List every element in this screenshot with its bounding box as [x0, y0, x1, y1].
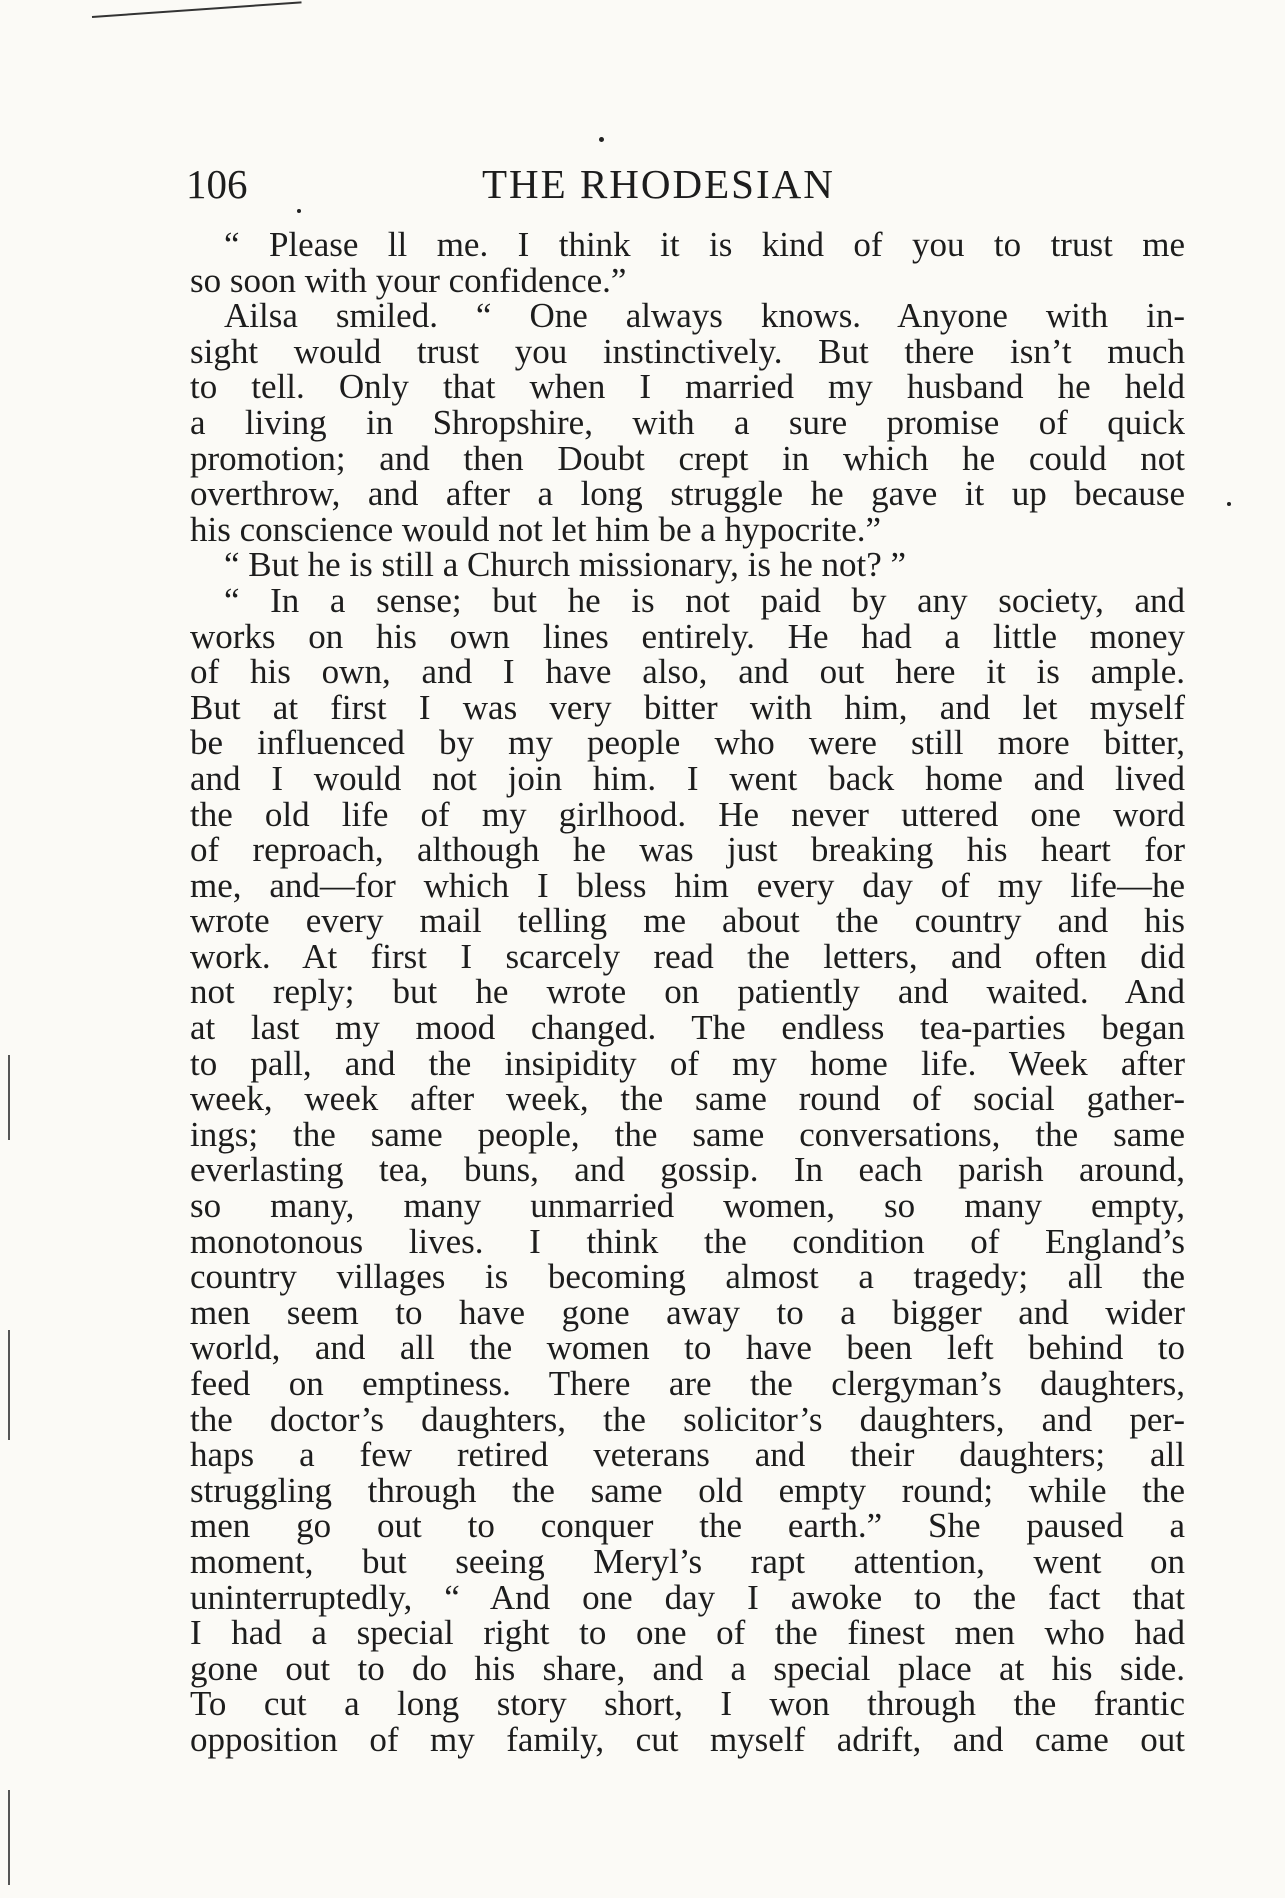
text-line: ings; the same people, the same conversations, the same — [190, 1114, 1185, 1154]
scan-artifact-line — [92, 1, 302, 18]
scan-artifact-edge — [8, 1790, 10, 1885]
text-line: of reproach, although he was just breaking his heart for — [190, 830, 1185, 870]
scan-artifact-edge — [8, 1330, 10, 1440]
text-line: men go out to conquer the earth.” She paused a — [190, 1506, 1185, 1546]
text-line: so many, many unmarried women, so many empty, — [190, 1186, 1185, 1226]
scan-artifact-edge — [8, 1055, 10, 1140]
text-line: at last my mood changed. The endless tea-parties began — [190, 1008, 1185, 1048]
text-line: But at first I was very bitter with him, and let myself — [190, 687, 1185, 727]
text-line: Ailsa smiled. “ One always knows. Anyone with in- — [224, 296, 1185, 336]
text-line: “ In a sense; but he is not paid by any society, and — [224, 580, 1185, 620]
page-number: 106 — [186, 161, 248, 207]
text-line: the doctor’s daughters, the solicitor’s daughters, and per- — [190, 1399, 1185, 1439]
text-line: men seem to have gone away to a bigger and wider — [190, 1292, 1185, 1332]
page-header — [186, 160, 1186, 216]
text-line: everlasting tea, buns, and gossip. In each parish around, — [190, 1150, 1185, 1190]
text-line: haps a few retired veterans and their daughters; all — [190, 1435, 1185, 1475]
text-line: “ But he is still a Church missionary, is he not? ” — [224, 545, 907, 585]
text-line: me, and—for which I bless him every day of my life—he — [190, 865, 1185, 905]
text-line: and I would not join him. I went back home and lived — [190, 758, 1185, 798]
text-line: sight would trust you instinctively. But there isn’t much — [190, 331, 1185, 371]
text-line: gone out to do his share, and a special place at his side. — [190, 1648, 1185, 1688]
text-line: country villages is becoming almost a tragedy; all the — [190, 1257, 1185, 1297]
ink-speck — [599, 137, 604, 142]
text-line: world, and all the women to have been left behind to — [190, 1328, 1185, 1368]
text-line: feed on emptiness. There are the clergyman’s daughters, — [190, 1364, 1185, 1403]
text-line: “ Please ll me. I think it is kind of you to trust me — [224, 225, 1185, 264]
text-line: opposition of my family, cut myself adrift, and came out — [190, 1719, 1185, 1759]
text-line: to pall, and the insipidity of my home life. Week after — [190, 1043, 1185, 1083]
text-line: of his own, and I have also, and out here it is ample. — [190, 652, 1185, 692]
text-line: the old life of my girlhood. He never uttered one word — [190, 794, 1185, 834]
text-line: overthrow, and after a long struggle he gave it up because — [190, 474, 1185, 514]
text-line: monotonous lives. I think the condition of England’s — [190, 1221, 1185, 1261]
text-line: moment, but seeing Meryl’s rapt attention, went on — [190, 1541, 1185, 1581]
text-line: work. At first I scarcely read the letters, and often did — [190, 936, 1185, 976]
text-line: to tell. Only that when I married my husband he held — [190, 367, 1185, 407]
text-line: promotion; and then Doubt crept in which he could not — [190, 438, 1185, 478]
text-line: uninterruptedly, “ And one day I awoke to the fact that — [190, 1577, 1185, 1617]
text-line: his conscience would not let him be a hypocrite.” — [190, 509, 882, 549]
text-line: not reply; but he wrote on patiently and waited. And — [190, 972, 1185, 1012]
body-text — [190, 227, 1185, 1758]
running-title: THE RHODESIAN — [482, 161, 835, 207]
ink-speck — [1227, 502, 1231, 506]
text-line: To cut a long story short, I won through the frantic — [190, 1684, 1185, 1724]
text-line: be influenced by my people who were still more bitter, — [190, 723, 1185, 763]
text-line: I had a special right to one of the finest men who had — [190, 1613, 1185, 1653]
text-line: wrote every mail telling me about the country and his — [190, 901, 1185, 941]
text-line: week, week after week, the same round of social gather- — [190, 1079, 1185, 1119]
text-line: works on his own lines entirely. He had a little money — [190, 616, 1185, 656]
text-line: a living in Shropshire, with a sure promise of quick — [190, 402, 1185, 442]
text-line: struggling through the same old empty round; while the — [190, 1470, 1185, 1510]
text-line: so soon with your confidence.” — [190, 260, 627, 300]
